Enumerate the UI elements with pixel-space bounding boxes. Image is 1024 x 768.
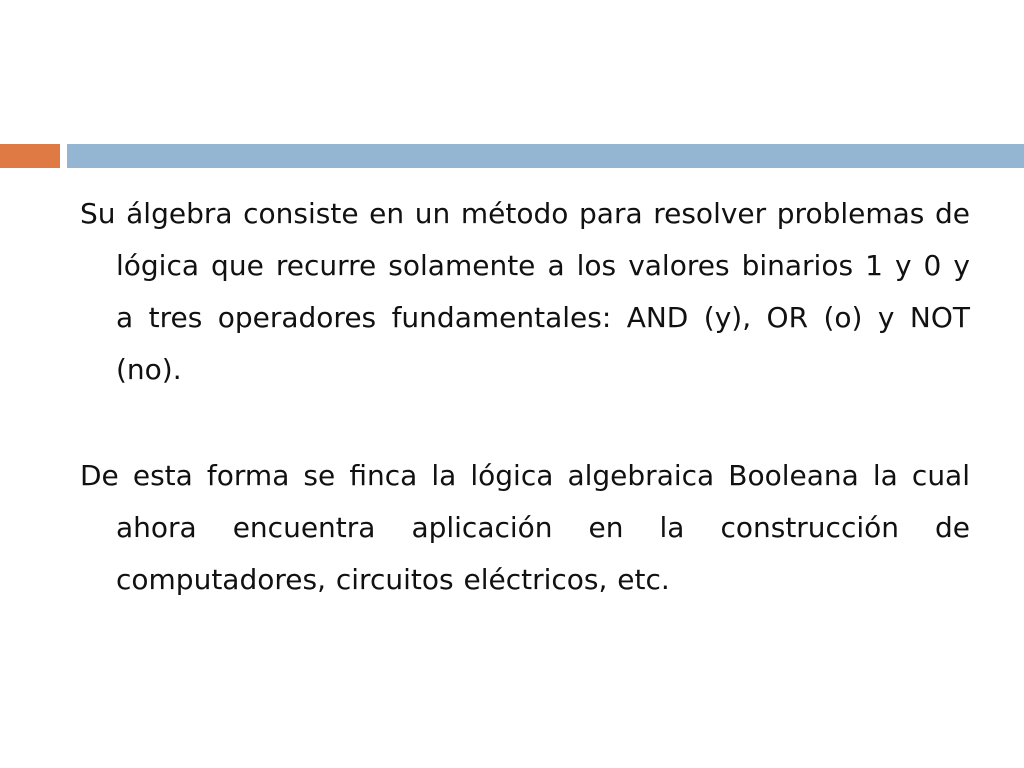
paragraph-boolean-applications: De esta forma se finca la lógica algebraica Booleana la cual ahora encuentra aplicación en la construcción de computadores, circuitos eléctricos, etc. (80, 459, 970, 596)
slide-body (80, 188, 970, 660)
accent-bar-blue (67, 144, 1024, 168)
paragraph-boolean-algebra: Su álgebra consiste en un método para resolver problemas de lógica que recurre solamente a los valores binarios 1 y 0 y a tres operadores fundamentales: AND (y), OR (o) y NOT (no). (80, 197, 970, 386)
accent-bar-orange (0, 144, 60, 168)
